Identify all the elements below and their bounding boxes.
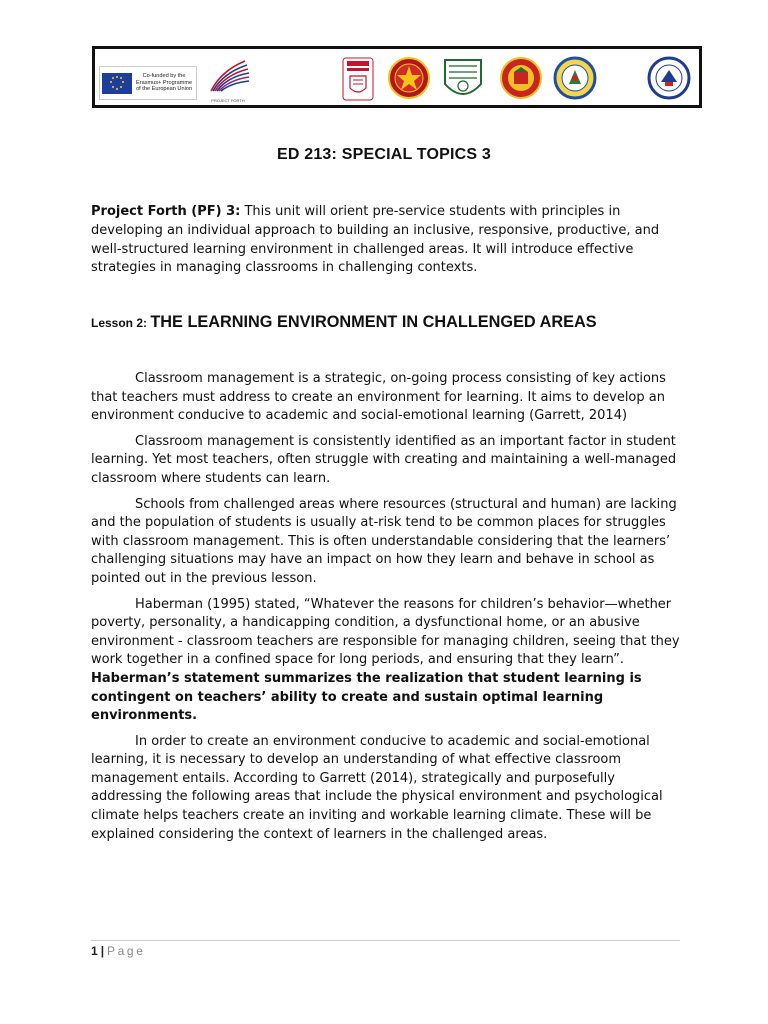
lesson-label: Lesson 2: xyxy=(91,316,151,330)
body-paragraph xyxy=(91,496,681,589)
star-seal xyxy=(387,56,431,100)
intro-label: Project Forth (PF) 3: xyxy=(91,204,241,219)
paragraph-text: Classroom management is consistently identified as an important factor in student learning. Yet most teachers, often struggle with creating and maintaining a well-managed classroom where students can learn. xyxy=(91,433,677,486)
centro-escolar-university-logo xyxy=(341,56,375,102)
lesson-heading xyxy=(91,313,691,332)
erasmus-plus-text: Co-funded by the Erasmus+ Programme of the European Union xyxy=(136,73,193,93)
university-seal-blue xyxy=(553,56,597,100)
body-paragraph xyxy=(91,370,681,426)
course-title: ED 213: SPECIAL TOPICS 3 xyxy=(276,146,492,163)
university-seal-red xyxy=(499,56,543,100)
footer-divider xyxy=(91,940,680,941)
intro-text: This unit will orient pre-service students with principles in developing an individual approach to building an inclusive, responsive, productive, and well-structured learning environment in challenged areas. It will introduce effective strategies in managing classrooms in challenging contexts. xyxy=(91,204,660,276)
footer-separator: | xyxy=(100,944,105,958)
paragraph-text: Schools from challenged areas where resources (structural and human) are lacking and the population of students is usually at-risk tend to be common places for struggles with classroom management. This is often understandable considering that the learners’ challenging situations may have an impact on how they learn and behave in school as pointed out in the previous lesson. xyxy=(91,496,677,586)
lesson-title: THE LEARNING ENVIRONMENT IN CHALLENGED AREAS xyxy=(150,313,597,331)
university-of-st-la-salle-seal xyxy=(441,56,485,106)
lesson-body xyxy=(91,370,681,851)
eu-flag-icon xyxy=(102,73,132,94)
body-paragraph xyxy=(91,733,681,845)
deped-seal xyxy=(647,56,691,100)
project-forth-caption: PROJECT FORTH xyxy=(211,98,245,103)
paragraph-bold-text: Haberman’s statement summarizes the realization that student learning is contingent on teachers’ ability to create and sustain optimal learning environments. xyxy=(91,670,642,724)
project-forth-intro xyxy=(91,203,681,278)
paragraph-text: Classroom management is a strategic, on-going process consisting of key actions that teachers must address to create an environment for learning. It aims to develop an environment conducive to academic and social-emotional learning (Garrett, 2014) xyxy=(91,371,666,424)
erasmus-plus-logo xyxy=(99,66,197,100)
body-paragraph xyxy=(91,433,681,489)
paragraph-text: In order to create an environment conducive to academic and social-emotional learning, it is necessary to develop an understanding of what effective classroom management entails. According to Garrett (2014), strategically and purposefully addressing the following areas that include the physical environment and psychological climate helps teachers create an inviting and workable learning climate. These will be explained considering the context of learners in the challenged areas. xyxy=(91,733,663,842)
paragraph-text: Haberman (1995) stated, “Whatever the reasons for children’s behavior—whether poverty, personality, a handicapping condition, a dysfunctional home, or an abusive environment - classroom teachers are responsible for managing children, seeing that they work together in a confined space for long periods, and ensuring that they learn”. xyxy=(91,596,680,668)
header-logo-banner xyxy=(92,46,702,108)
page-footer xyxy=(91,944,145,958)
page-number: 1 xyxy=(91,944,98,958)
project-forth-logo xyxy=(203,57,253,103)
page-label: Page xyxy=(107,944,146,958)
body-paragraph xyxy=(91,596,681,726)
